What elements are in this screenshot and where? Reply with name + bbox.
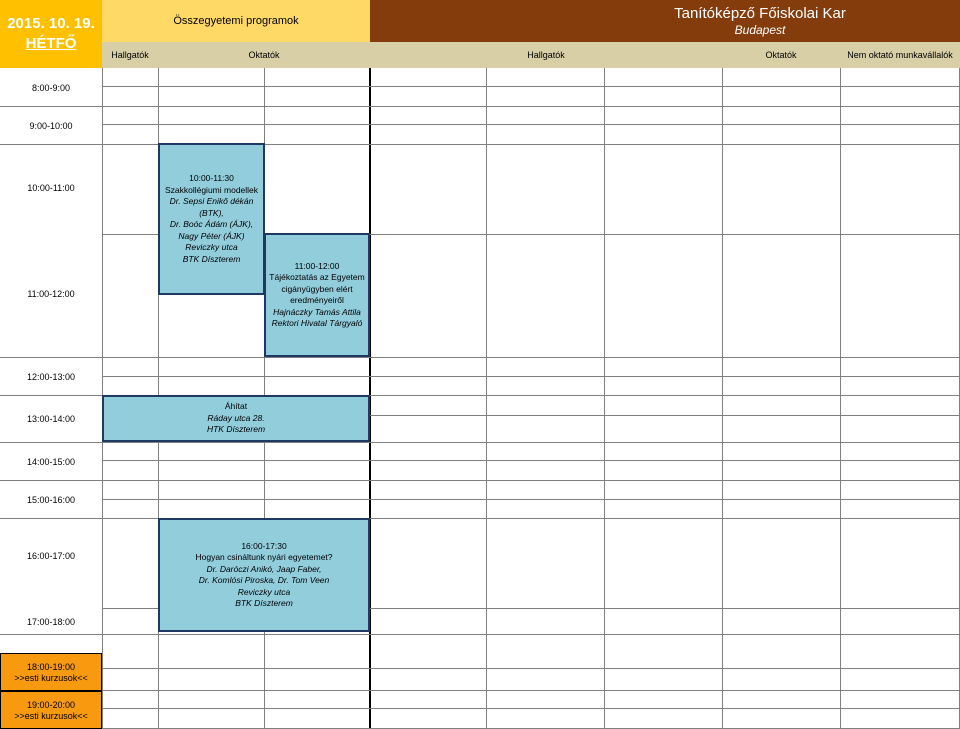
event-people: Dr. Komlósi Piroska, Dr. Tom Veen (198, 575, 330, 585)
faculty-title: Tanítóképző Főiskolai Kar (674, 5, 846, 22)
column-header-label: Nem oktató munkavállalók (847, 50, 953, 60)
time-slot-label: 13:00-14:00 (26, 413, 76, 424)
faculty-title-cell (370, 0, 960, 42)
event-people: Dr. Daróczi Anikó, Jaap Faber, (206, 563, 322, 574)
event-title: eredményeiről (290, 295, 344, 305)
event-people: Nagy Péter (ÁJK) (178, 230, 245, 241)
time-slot-label: 11:00-12:00 (27, 288, 75, 299)
column-header-label: Oktatók (765, 50, 797, 60)
faculty-city: Budapest (734, 23, 786, 37)
date-text: 2015. 10. 19. (7, 15, 95, 32)
event-time: 10:00-11:30 (189, 173, 234, 183)
column-header-oktatok-1 (158, 42, 370, 68)
event-nyari-egyetem[interactable] (158, 518, 370, 632)
evening-slot-label: 18:00-19:00 >>esti kurzusok<< (14, 662, 88, 683)
event-people: Dr. Boóc Ádám (ÁJK), (169, 219, 254, 229)
column-header-label: Hallgatók (527, 50, 565, 60)
event-location: Reviczky utca (237, 586, 291, 597)
event-title: Hogyan csináltunk nyári egyetemet? (195, 552, 333, 562)
event-ahitat[interactable] (102, 395, 370, 442)
event-title: Tájékoztatás az Egyetem (269, 272, 365, 282)
time-slot-label: 14:00-15:00 (26, 456, 76, 467)
time-slot-label: 12:00-13:00 (26, 371, 76, 382)
time-slot-label: 10:00-11:00 (27, 182, 75, 193)
event-room: BTK Díszterem (182, 253, 241, 264)
date-cell (0, 0, 102, 68)
event-location: Reviczky utca (185, 242, 238, 252)
event-people: Hajnáczky Tamás Attila (273, 306, 361, 317)
evening-slot-label: 19:00-20:00 >>esti kurzusok<< (14, 700, 88, 721)
weekday-text: HÉTFŐ (25, 35, 77, 52)
event-room: HTK Díszterem (206, 424, 266, 435)
event-time: 11:00-12:00 (294, 260, 340, 271)
event-room: BTK Díszterem (235, 598, 293, 608)
event-title: Szakkollégiumi modellek (164, 184, 259, 195)
program-title: Összegyetemi programok (173, 15, 299, 27)
time-slot-label: 9:00-10:00 (29, 120, 73, 131)
event-szakkollegium[interactable] (158, 143, 265, 295)
event-room: Rektori Hivatal Tárgyaló (271, 318, 363, 328)
column-header-nem-oktato (840, 42, 960, 68)
event-people: (BTK), (199, 207, 224, 218)
column-header-oktatok-2 (722, 42, 840, 68)
column-header-label: Oktatók (248, 50, 280, 60)
column-header-hallgatok-1 (102, 42, 158, 68)
event-title: Áhítat (224, 401, 248, 412)
program-title-cell (102, 0, 370, 42)
time-slot-label: 16:00-17:00 (26, 550, 76, 561)
time-slot-label: 8:00-9:00 (31, 82, 71, 93)
time-slot-label: 15:00-16:00 (26, 494, 76, 505)
event-location: Ráday utca 28. (207, 412, 265, 423)
event-title: cigányügyben elért (281, 283, 353, 294)
event-time: 16:00-17:30 (241, 540, 287, 551)
column-header-label: Hallgatók (111, 50, 149, 60)
column-header-hallgatok-2 (370, 42, 722, 68)
time-slot-label: 17:00-18:00 (26, 616, 76, 627)
event-people: Dr. Sepsi Enikő dékán (169, 196, 254, 206)
event-tajekoztatas[interactable] (264, 233, 370, 357)
